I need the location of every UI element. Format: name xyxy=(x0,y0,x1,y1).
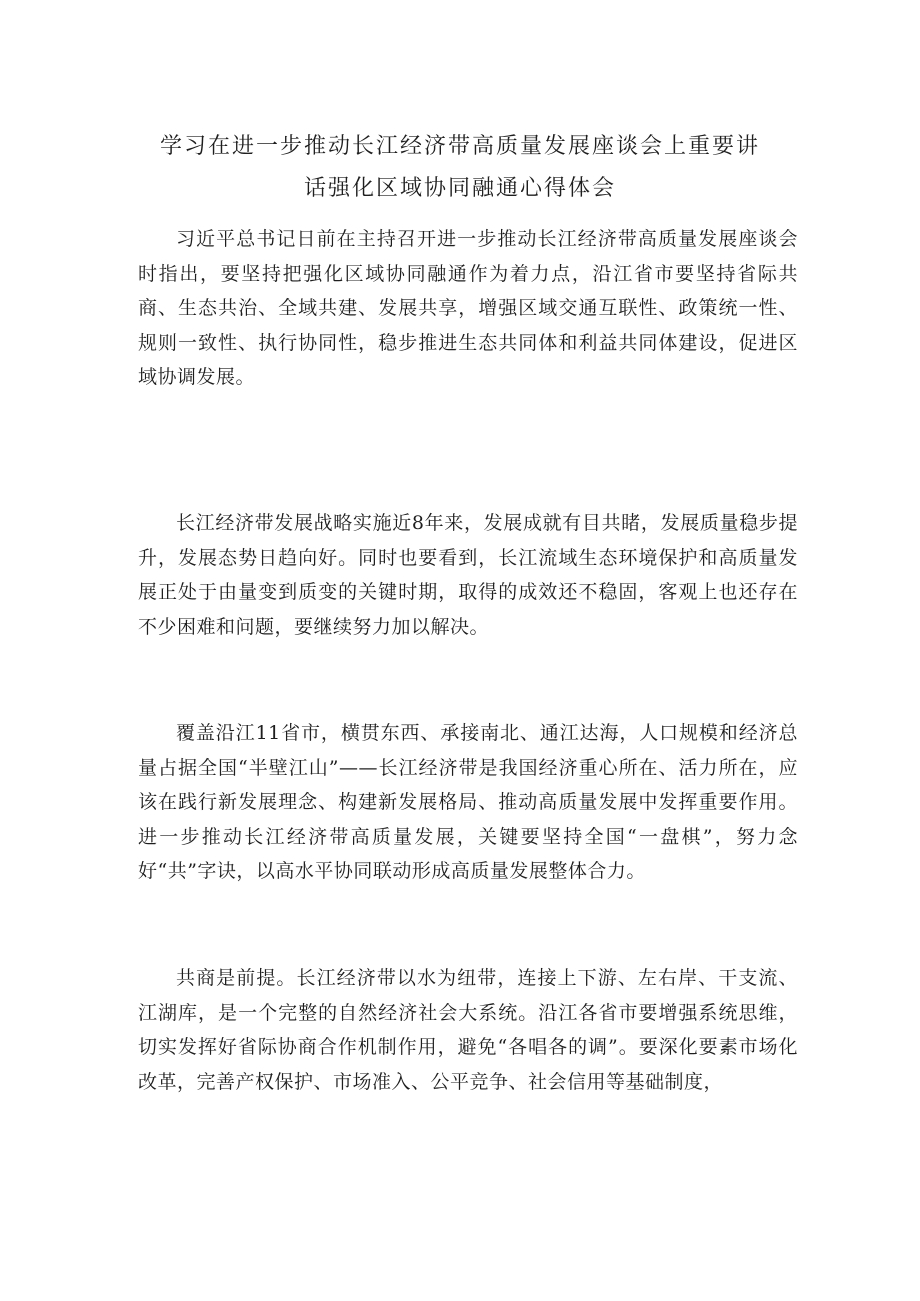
paragraph-3: 覆盖沿江11省市，横贯东西、承接南北、通江达海，人口规模和经济总量占据全国“半壁江山”——长江经济带是我国经济重心所在、活力所在，应该在践行新发展理念、构建新发展格局、推动高质量发展中发挥重要作用。进一步推动长江经济带高质量发展，关键要坚持全国“一盘棋”，努力念好“共”字诀，以高水平协同联动形成高质量发展整体合力。 xyxy=(138,722,798,883)
paragraph-1: 习近平总书记日前在主持召开进一步推动长江经济带高质量发展座谈会时指出，要坚持把强化区域协同融通作为着力点，沿江省市要坚持省际共商、生态共治、全域共建、发展共享，增强区域交通互联性、政策统一性、规则一致性、执行协同性，稳步推进生态共同体和利益共同体建设，促进区域协调发展。 xyxy=(138,228,798,389)
title-line-2: 话强化区域协同融通心得体会 xyxy=(303,176,616,201)
paragraph-2: 长江经济带发展战略实施近8年来，发展成就有目共睹，发展质量稳步提升，发展态势日趋向好。同时也要看到，长江流域生态环境保护和高质量发展正处于由量变到质变的关键时期，取得的成效还不稳固，客观上也还存在不少困难和问题，要继续努力加以解决。 xyxy=(138,512,798,638)
document-title xyxy=(120,126,800,210)
paragraph-4: 共商是前提。长江经济带以水为纽带，连接上下游、左右岸、干支流、江湖库，是一个完整的自然经济社会大系统。沿江各省市要增强系统思维，切实发挥好省际协商合作机制作用，避免“各唱各的调”。要深化要素市场化改革，完善产权保护、市场准入、公平竞争、社会信用等基础制度， xyxy=(138,967,798,1093)
title-line-1: 学习在进一步推动长江经济带高质量发展座谈会上重要讲 xyxy=(159,134,760,159)
